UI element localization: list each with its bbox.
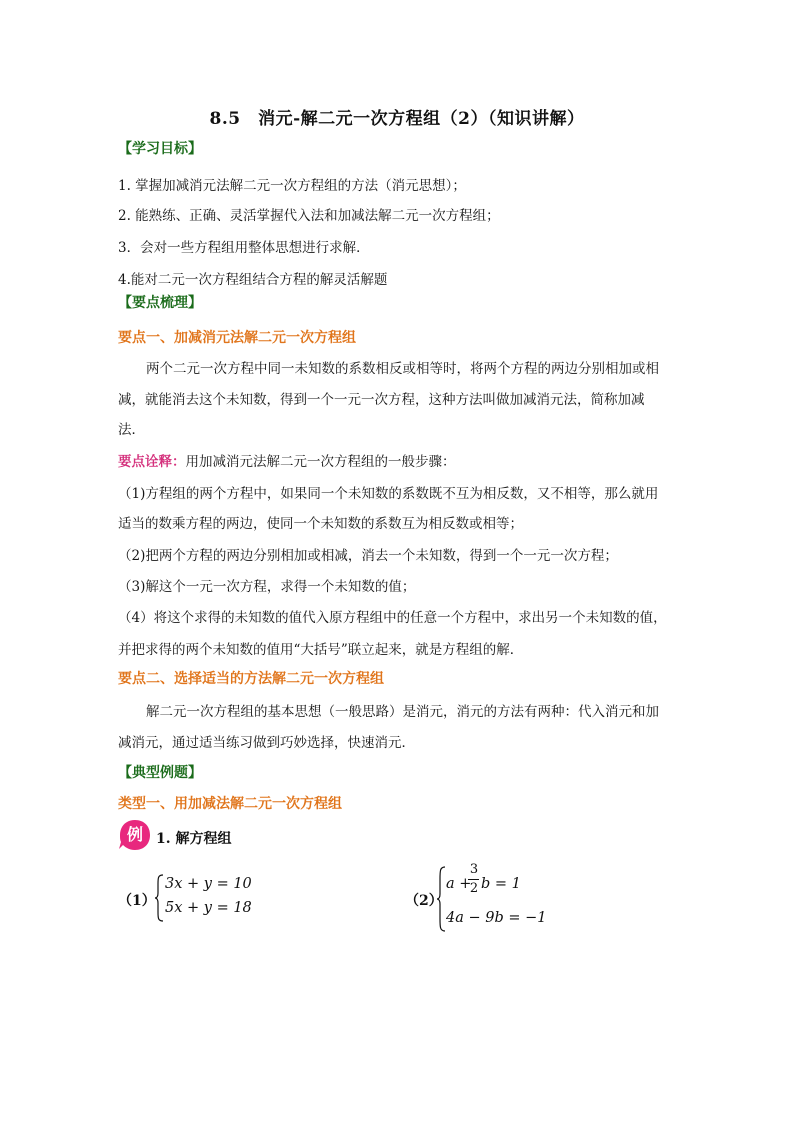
step-line: （1)方程组的两个方程中，如果同一个未知数的系数既不互为相反数，又不相等，那么就用 (118, 486, 659, 502)
objective-item: 1. 掌握加减消元法解二元一次方程组的方法（消元思想）； (118, 178, 466, 194)
system2-frac-den: 2 (469, 881, 479, 896)
point1-para-line: 法． (118, 422, 145, 438)
objectives-heading: 【学习目标】 (118, 141, 202, 157)
system2-eq1-post: b = 1 (481, 876, 521, 892)
example-badge-icon (118, 818, 152, 852)
note-text: 用加减消元法解二元一次方程组的一般步骤： (185, 454, 456, 470)
examples-heading: 【典型例题】 (118, 765, 202, 781)
point2-title: 要点二、选择适当的方法解二元一次方程组 (118, 671, 384, 687)
objective-item: 2. 能熟练、正确、灵活掌握代入法和加减法解二元一次方程组； (118, 208, 500, 224)
page-title: 8.5 消元-解二元一次方程组（2）（知识讲解） (209, 109, 585, 129)
step-line: （2)把两个方程的两边分别相加或相减，消去一个未知数，得到一个一元一次方程； (118, 548, 618, 564)
step-line: 并把求得的两个未知数的值用“大括号”联立起来，就是方程组的解． (118, 642, 524, 658)
point1-para-line: 两个二元一次方程中同一未知数的系数相反或相等时，将两个方程的两边分别相加或相 (146, 361, 659, 377)
system2-label: （2） (405, 893, 443, 909)
key-points-heading: 【要点梳理】 (118, 295, 202, 311)
note-label: 要点诠释： (118, 454, 186, 470)
system2-brace (436, 866, 446, 932)
system1-label: （1） (118, 893, 156, 909)
step-line: （4）将这个求得的未知数的值代入原方程组中的任意一个方程中，求出另一个未知数的值， (118, 610, 667, 626)
example-title: 1. 解方程组 (156, 831, 232, 847)
point2-para-line: 解二元一次方程组的基本思想（一般思路）是消元，消元的方法有两种：代入消元和加 (146, 704, 659, 720)
system1-brace (154, 874, 164, 922)
system2-frac-bar (468, 879, 479, 880)
system1-eq1: 3x + y = 10 (165, 876, 252, 892)
point1-para-line: 减，就能消去这个未知数，得到一个一元一次方程，这种方法叫做加减消元法，简称加减 (118, 392, 645, 408)
point2-para-line: 减消元，通过适当练习做到巧妙选择，快速消元． (118, 735, 415, 751)
point1-title: 要点一、加减消元法解二元一次方程组 (118, 330, 356, 346)
example-badge-text: 例 (126, 825, 144, 844)
system2-eq1-pre: a + (446, 876, 472, 892)
example-badge (118, 818, 152, 852)
step-line: （3)解这个一元一次方程，求得一个未知数的值； (118, 579, 416, 595)
system2-eq2: 4a − 9b = −1 (446, 910, 547, 926)
objective-item: 4.能对二元一次方程组结合方程的解灵活解题 (118, 272, 388, 288)
step-line: 适当的数乘方程的两边，使同一个未知数的系数互为相反数或相等； (118, 516, 523, 532)
type1-title: 类型一、用加减法解二元一次方程组 (118, 796, 342, 812)
objective-item: 3．会对一些方程组用整体思想进行求解． (118, 240, 370, 256)
system1-eq2: 5x + y = 18 (165, 900, 252, 916)
system2-frac-num: 3 (469, 862, 479, 877)
point1-note (118, 450, 456, 470)
